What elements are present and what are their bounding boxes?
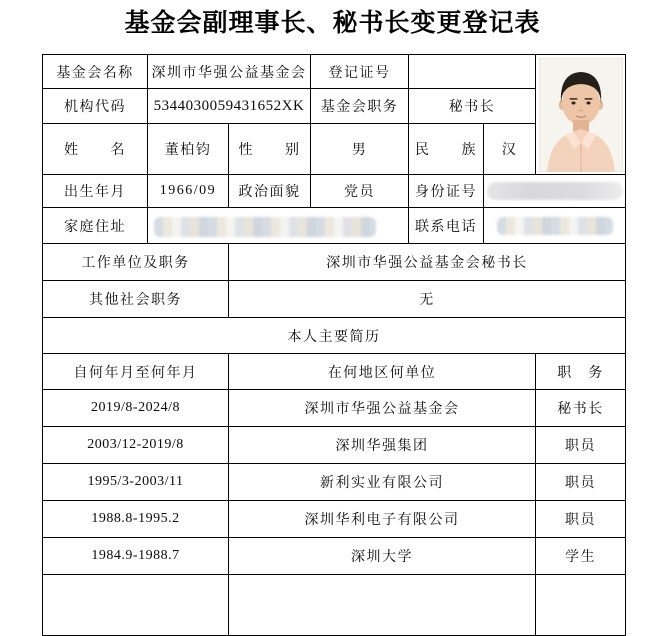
- id-number-value: [484, 175, 626, 208]
- redacted-address: [154, 217, 376, 237]
- resume-position: 职员: [536, 464, 626, 501]
- resume-org: [229, 575, 536, 636]
- other-posts-label: 其他社会职务: [43, 281, 229, 318]
- resume-row: [43, 538, 626, 575]
- resume-row: [43, 464, 626, 501]
- gender-value: 男: [311, 124, 409, 175]
- address-label: 家庭住址: [43, 208, 148, 244]
- resume-row: [43, 501, 626, 538]
- resume-period: [43, 575, 229, 636]
- resume-row: [43, 427, 626, 464]
- resume-org: 深圳市华强公益基金会: [229, 390, 536, 427]
- resume-period: 1984.9-1988.7: [43, 538, 229, 575]
- resume-position: 职员: [536, 501, 626, 538]
- id-number-label: 身份证号: [409, 175, 484, 208]
- registration-no-label: 登记证号: [311, 55, 409, 89]
- resume-position: 学生: [536, 538, 626, 575]
- page-title: 基金会副理事长、秘书长变更登记表: [124, 9, 541, 37]
- address-value: [148, 208, 409, 244]
- row-birth-political-id: [43, 175, 626, 208]
- foundation-position-value: 秘书长: [409, 89, 536, 124]
- resume-position: 秘书长: [536, 390, 626, 427]
- birth-value: 1966/09: [148, 175, 229, 208]
- row-other-posts: [43, 281, 626, 318]
- foundation-position-label: 基金会职务: [311, 89, 409, 124]
- row-foundation-name: [43, 55, 626, 89]
- foundation-name-value: 深圳市华强公益基金会: [148, 55, 311, 89]
- row-work-unit: [43, 244, 626, 281]
- org-code-value: 5344030059431652XK: [148, 89, 311, 124]
- resume-position: [536, 575, 626, 636]
- resume-section-title: 本人主要简历: [43, 318, 626, 354]
- applicant-photo: [539, 58, 623, 172]
- resume-org: 深圳华利电子有限公司: [229, 501, 536, 538]
- resume-period: 2003/12-2019/8: [43, 427, 229, 464]
- redacted-phone: [497, 217, 613, 235]
- resume-period: 1988.8-1995.2: [43, 501, 229, 538]
- foundation-name-label: 基金会名称: [43, 55, 148, 89]
- row-resume-header: [43, 354, 626, 390]
- registration-form-table: [42, 54, 626, 636]
- other-posts-value: 无: [229, 281, 626, 318]
- name-label: 姓 名: [43, 124, 148, 175]
- photo-cell: [536, 55, 626, 175]
- political-label: 政治面貌: [229, 175, 311, 208]
- resume-row-empty: [43, 575, 626, 636]
- resume-header-org: 在何地区何单位: [229, 354, 536, 390]
- political-value: 党员: [311, 175, 409, 208]
- row-address-phone: [43, 208, 626, 244]
- work-unit-value: 深圳市华强公益基金会秘书长: [229, 244, 626, 281]
- gender-label: 性 别: [229, 124, 311, 175]
- resume-org: 深圳华强集团: [229, 427, 536, 464]
- registration-no-value: [409, 55, 536, 89]
- resume-header-period: 自何年月至何年月: [43, 354, 229, 390]
- phone-label: 联系电话: [409, 208, 484, 244]
- ethnic-value: 汉: [484, 124, 536, 175]
- redacted-id-number: [487, 182, 623, 200]
- birth-label: 出生年月: [43, 175, 148, 208]
- name-value: 董柏钧: [148, 124, 229, 175]
- phone-value: [484, 208, 626, 244]
- org-code-label: 机构代码: [43, 89, 148, 124]
- ethnic-label: 民 族: [409, 124, 484, 175]
- work-unit-label: 工作单位及职务: [43, 244, 229, 281]
- row-resume-section: [43, 318, 626, 354]
- resume-org: 深圳大学: [229, 538, 536, 575]
- resume-row: [43, 390, 626, 427]
- resume-org: 新利实业有限公司: [229, 464, 536, 501]
- resume-header-position: 职 务: [536, 354, 626, 390]
- resume-period: 1995/3-2003/11: [43, 464, 229, 501]
- resume-position: 职员: [536, 427, 626, 464]
- resume-period: 2019/8-2024/8: [43, 390, 229, 427]
